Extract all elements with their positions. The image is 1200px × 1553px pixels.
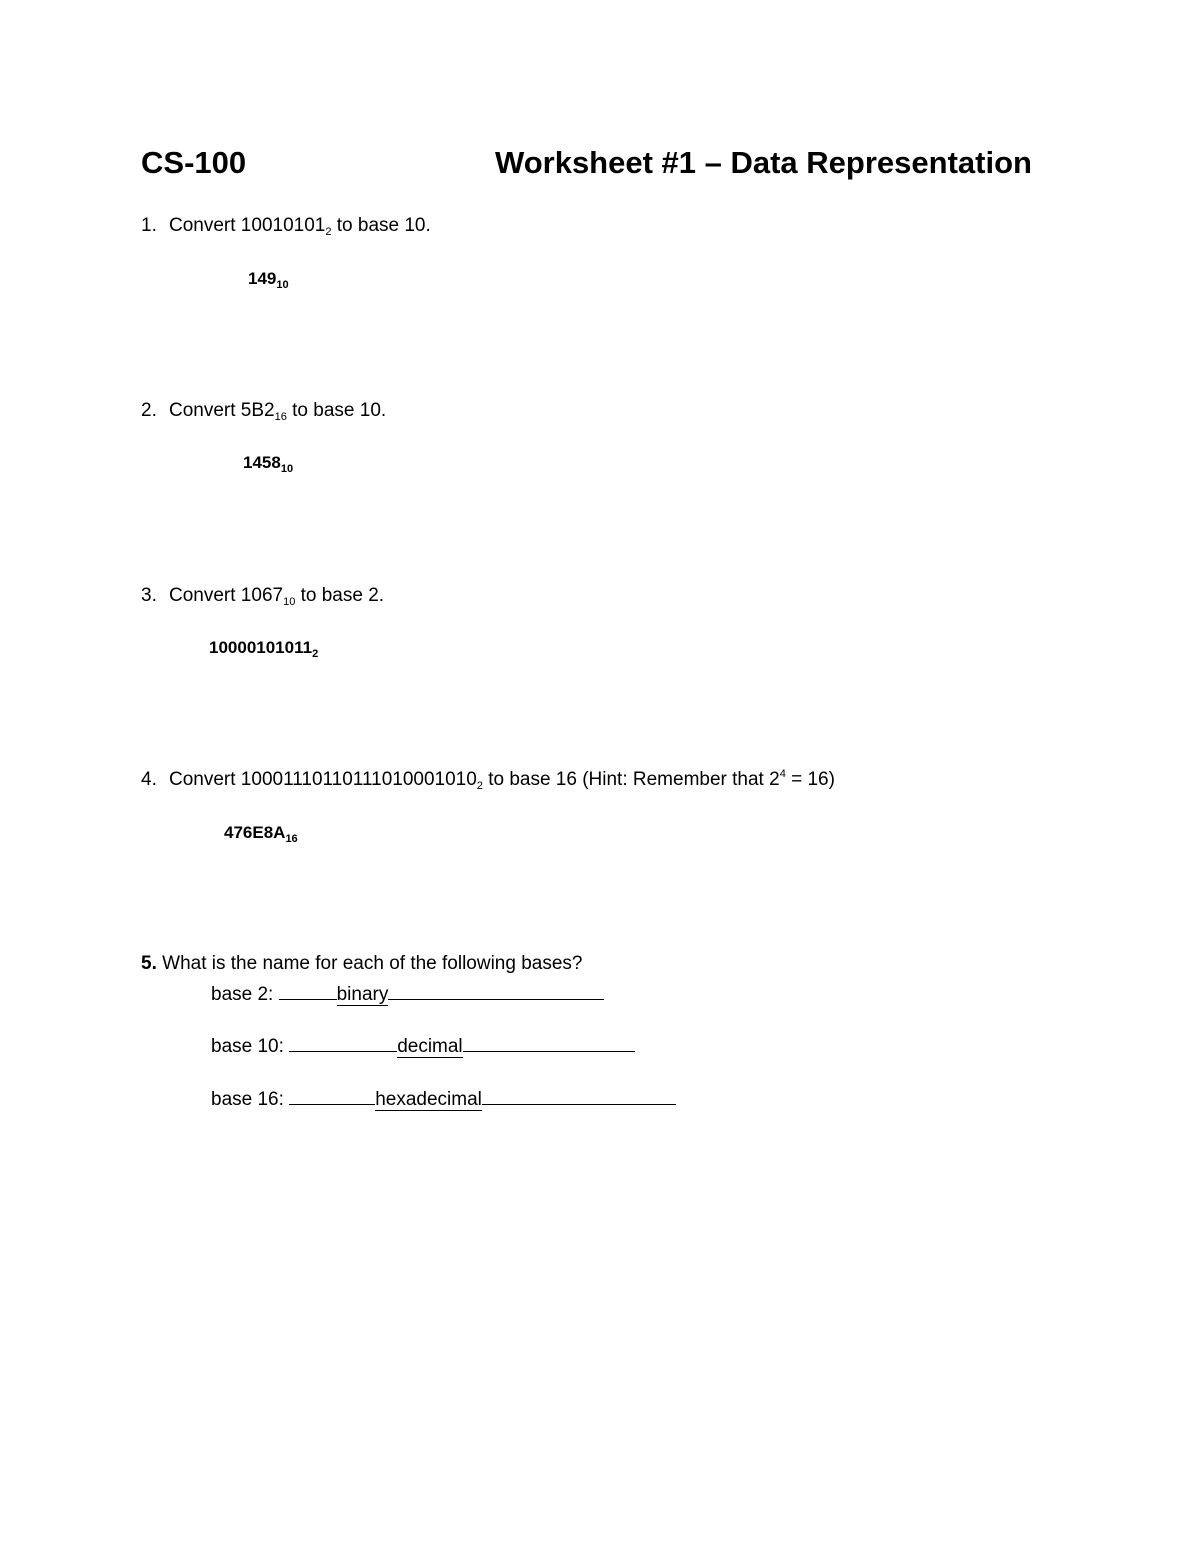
answer-2	[243, 452, 293, 474]
course-code: CS-100	[141, 145, 247, 180]
question-number: 3.	[141, 585, 157, 606]
question-number: 5.	[141, 953, 157, 974]
question-3	[141, 584, 384, 608]
blank-line	[289, 1031, 397, 1052]
question-text: Convert 10010101	[169, 215, 326, 236]
base-16-line	[211, 1084, 676, 1112]
question-1	[141, 214, 431, 238]
question-text-end: to base 10.	[292, 400, 387, 421]
question-2	[141, 399, 386, 423]
base-10-line	[211, 1031, 635, 1059]
answer-value: 1458	[243, 453, 281, 472]
base-label: base 10:	[211, 1036, 284, 1057]
answer-base: 10	[280, 463, 294, 475]
answer-4	[224, 822, 298, 844]
question-text: Convert 5B2	[169, 400, 275, 421]
question-4	[141, 768, 835, 792]
question-text-end: to base 10.	[336, 215, 431, 236]
answer-3	[209, 637, 318, 659]
base-2-line	[211, 979, 604, 1007]
answer-1	[248, 268, 289, 290]
base-subscript: 2	[476, 780, 483, 792]
answer-base: 10	[276, 279, 289, 291]
blank-line	[388, 979, 604, 1000]
answer-base: 16	[285, 833, 298, 845]
base-label: base 16:	[211, 1089, 284, 1110]
answer-value: 149	[248, 269, 277, 288]
base-subscript: 16	[274, 411, 287, 423]
answer-value: 10000101011	[209, 638, 313, 657]
base-label: base 2:	[211, 984, 274, 1005]
question-5	[141, 952, 583, 976]
question-number: 1.	[141, 215, 157, 236]
blank-line	[482, 1084, 676, 1105]
base-name-answer: hexadecimal	[375, 1089, 482, 1110]
base-subscript: 10	[283, 596, 296, 608]
answer-value: 476E8A	[224, 823, 286, 842]
question-text-end: = 16)	[791, 769, 835, 790]
question-text: What is the name for each of the following bases?	[162, 953, 583, 974]
question-number: 4.	[141, 769, 157, 790]
question-text-end: to base 2.	[300, 585, 385, 606]
blank-line	[279, 979, 337, 1000]
blank-line	[289, 1084, 375, 1105]
question-text-mid: to base 16 (Hint: Remember that 2	[488, 769, 780, 790]
base-name-answer: decimal	[397, 1036, 463, 1057]
question-number: 2.	[141, 400, 157, 421]
exponent: 4	[779, 768, 786, 780]
blank-line	[463, 1031, 635, 1052]
question-text: Convert 10001110110111010001010	[169, 769, 477, 790]
base-subscript: 2	[325, 226, 332, 238]
question-text: Convert 1067	[169, 585, 284, 606]
worksheet-title: Worksheet #1 – Data Representation	[495, 145, 1032, 180]
answer-base: 2	[312, 648, 319, 660]
base-name-answer: binary	[336, 984, 389, 1005]
